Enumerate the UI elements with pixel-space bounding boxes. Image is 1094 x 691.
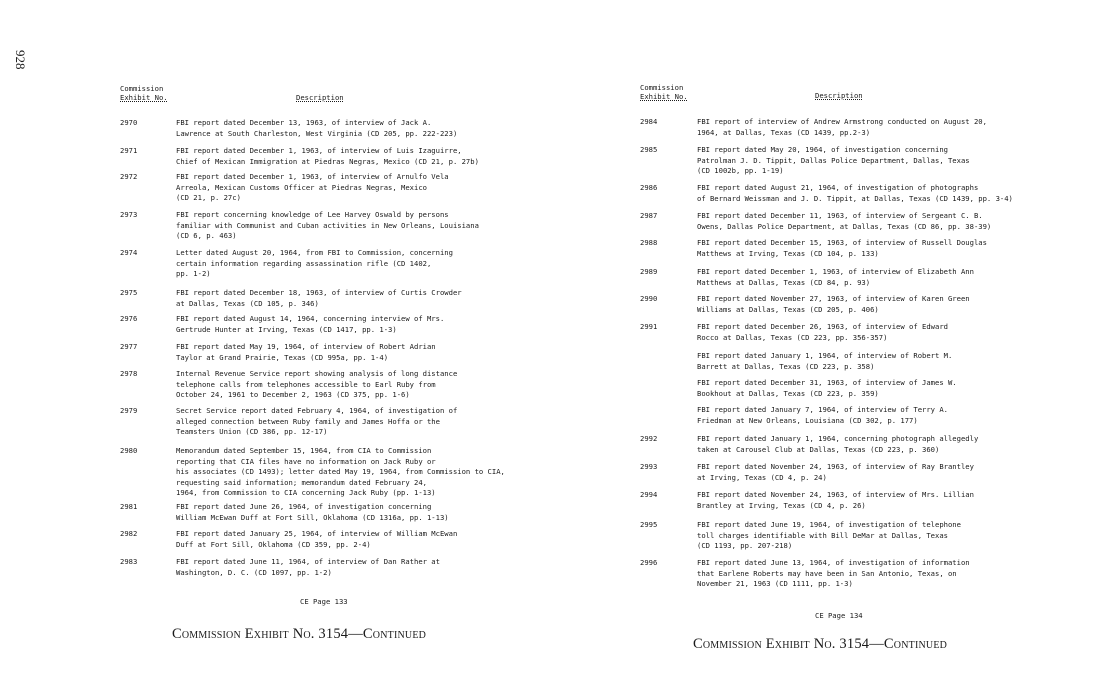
exhibit-description: [697, 183, 1013, 204]
description-line: FBI report dated December 1, 1963, of interview of Elizabeth Ann: [697, 267, 974, 276]
description-line: FBI report dated August 14, 1964, concerning interview of Mrs.: [176, 314, 445, 323]
exhibit-number: 2982: [120, 529, 138, 538]
exhibit-number: 2977: [120, 342, 138, 351]
exhibit-description: [176, 288, 462, 309]
description-line: Barrett at Dallas, Texas (CD 223, p. 358): [697, 361, 875, 371]
exhibit-number: 2985: [640, 145, 658, 154]
exhibit-description: [697, 405, 948, 426]
description-line: certain information regarding assassination rifle (CD 1402,: [176, 258, 432, 268]
description-line: his associates (CD 1493); letter dated May 19, 1964, from Commission to CIA,: [176, 467, 505, 476]
exhibit-description: [176, 314, 444, 335]
exhibit-number: 2995: [640, 520, 658, 529]
description-line: Owens, Dallas Police Department, at Dallas, Texas (CD 86, pp. 38-39): [697, 221, 992, 231]
header-label: Description: [815, 91, 863, 100]
exhibit-description: [697, 267, 974, 288]
exhibit-number: 2986: [640, 183, 658, 192]
description-line: (CD 6, p. 463): [176, 231, 237, 240]
description-line: 1964, at Dallas, Texas (CD 1439, pp.2-3): [697, 127, 871, 137]
exhibit-number: 2973: [120, 210, 138, 219]
description-column-header: [296, 93, 344, 102]
exhibit-description: [176, 172, 449, 204]
description-line: Internal Revenue Service report showing analysis of long distance: [176, 369, 458, 378]
header-line: Exhibit No.: [640, 92, 688, 101]
exhibit-column-header: [640, 83, 688, 101]
description-line: FBI report dated December 26, 1963, of interview of Edward: [697, 322, 948, 331]
description-line: toll charges identifiable with Bill DeMar at Dallas, Texas: [697, 530, 948, 540]
description-line: Taylor at Grand Prairie, Texas (CD 995a, pp. 1-4): [176, 352, 389, 362]
description-line: FBI report dated June 19, 1964, of investigation of telephone: [697, 520, 961, 529]
description-line: Gertrude Hunter at Irving, Texas (CD 1417, pp. 1-3): [176, 324, 397, 334]
description-line: FBI report of interview of Andrew Armstrong conducted on August 20,: [697, 117, 987, 126]
exhibit-number: 2983: [120, 557, 138, 566]
description-line: Lawrence at South Charleston, West Virginia (CD 205, pp. 222-223): [176, 128, 458, 138]
exhibit-description: [176, 210, 479, 242]
exhibit-number: 2976: [120, 314, 138, 323]
exhibit-number: 2974: [120, 248, 138, 257]
description-line: alleged connection between Ruby family and James Hoffa or the: [176, 416, 440, 426]
description-line: Matthews at Irving, Texas (CD 104, p. 133): [697, 248, 879, 258]
description-line: FBI report dated June 13, 1964, of investigation of information: [697, 558, 970, 567]
exhibit-description: [697, 238, 987, 259]
header-label: Description: [296, 93, 344, 102]
exhibit-description: [697, 558, 970, 590]
description-line: FBI report dated August 21, 1964, of investigation of photographs: [697, 183, 979, 192]
exhibit-number: 2972: [120, 172, 138, 181]
exhibit-number: 2970: [120, 118, 138, 127]
description-line: Chief of Mexican Immigration at Piedras Negras, Mexico (CD 21, p. 27b): [176, 156, 479, 166]
description-line: Letter dated August 20, 1964, from FBI to Commission, concerning: [176, 248, 453, 257]
description-line: FBI report dated January 7, 1964, of interview of Terry A.: [697, 405, 948, 414]
description-line: at Dallas, Texas (CD 105, p. 346): [176, 298, 319, 308]
description-line: October 24, 1961 to December 2, 1963 (CD 375, pp. 1-6): [176, 390, 410, 399]
exhibit-description: [176, 446, 505, 499]
exhibit-number: 2996: [640, 558, 658, 567]
exhibit-description: [697, 117, 987, 138]
description-line: Brantley at Irving, Texas (CD 4, p. 26): [697, 500, 866, 510]
ce-page-label: CE Page 133: [300, 597, 348, 606]
exhibit-number: 2979: [120, 406, 138, 415]
exhibit-description: [697, 490, 974, 511]
exhibit-description: [176, 118, 457, 139]
description-line: FBI report dated December 15, 1963, of interview of Russell Douglas: [697, 238, 987, 247]
exhibit-description: [176, 146, 479, 167]
description-line: FBI report dated December 11, 1963, of interview of Sergeant C. B.: [697, 211, 983, 220]
description-line: at Irving, Texas (CD 4, p. 24): [697, 472, 827, 482]
exhibit-description: [697, 520, 961, 552]
description-line: Washington, D. C. (CD 1097, pp. 1-2): [176, 567, 332, 577]
description-line: FBI report dated December 31, 1963, of interview of James W.: [697, 378, 957, 387]
exhibit-description: [176, 557, 440, 578]
description-line: of Bernard Weissman and J. D. Tippit, at Dallas, Texas (CD 1439, pp. 3-4): [697, 193, 1013, 203]
description-line: FBI report dated May 19, 1964, of interview of Robert Adrian: [176, 342, 436, 351]
description-line: Memorandum dated September 15, 1964, from CIA to Commission: [176, 446, 432, 455]
description-line: Williams at Dallas, Texas (CD 205, p. 406): [697, 304, 879, 314]
description-line: Matthews at Dallas, Texas (CD 84, p. 93): [697, 277, 871, 287]
description-line: Patrolman J. D. Tippit, Dallas Police Department, Dallas, Texas: [697, 155, 970, 165]
exhibit-number: 2993: [640, 462, 658, 471]
exhibit-description: [176, 369, 457, 401]
exhibit-description: [697, 462, 974, 483]
description-line: FBI report dated December 1, 1963, of interview of Arnulfo Vela: [176, 172, 449, 181]
description-line: telephone calls from telephones accessible to Earl Ruby from: [176, 379, 436, 389]
exhibit-title: Commission Exhibit No. 3154—Continued: [693, 636, 948, 652]
exhibit-description: [697, 145, 970, 177]
exhibit-description: [697, 294, 970, 315]
exhibit-number: 2981: [120, 502, 138, 511]
exhibit-number: 2975: [120, 288, 138, 297]
description-line: Secret Service report dated February 4, 1964, of investigation of: [176, 406, 458, 415]
exhibit-description: [697, 378, 957, 399]
description-line: requesting said information; memorandum dated February 24,: [176, 477, 427, 487]
exhibit-description: [176, 406, 457, 438]
description-line: FBI report dated December 18, 1963, of interview of Curtis Crowder: [176, 288, 462, 297]
exhibit-number: 2992: [640, 434, 658, 443]
description-line: FBI report dated June 26, 1964, of investigation concerning: [176, 502, 432, 511]
exhibit-title: Commission Exhibit No. 3154—Continued: [172, 626, 427, 642]
exhibit-number: 2988: [640, 238, 658, 247]
description-line: Arreola, Mexican Customs Officer at Piedras Negras, Mexico: [176, 182, 427, 192]
exhibit-description: [697, 211, 991, 232]
description-line: Bookhout at Dallas, Texas (CD 223, p. 359): [697, 388, 879, 398]
description-line: FBI report dated December 13, 1963, of interview of Jack A.: [176, 118, 432, 127]
header-line: Commission: [640, 83, 684, 92]
description-line: taken at Carousel Club at Dallas, Texas (CD 223, p. 360): [697, 444, 940, 454]
exhibit-description: [176, 502, 449, 523]
description-line: (CD 1193, pp. 207-218): [697, 541, 793, 550]
description-line: FBI report dated December 1, 1963, of interview of Luis Izaguirre,: [176, 146, 462, 155]
description-line: Duff at Fort Sill, Oklahoma (CD 359, pp. 2-4): [176, 539, 371, 549]
description-line: pp. 1-2): [176, 269, 211, 278]
exhibit-number: 2971: [120, 146, 138, 155]
description-line: 1964, from Commission to CIA concerning Jack Ruby (pp. 1-13): [176, 488, 436, 497]
description-column-header: [815, 91, 863, 100]
description-line: familiar with Communist and Cuban activities in New Orleans, Louisiana: [176, 220, 479, 230]
exhibit-number: 2989: [640, 267, 658, 276]
description-line: FBI report dated January 25, 1964, of interview of William McEwan: [176, 529, 458, 538]
description-line: FBI report dated January 1, 1964, concerning photograph allegedly: [697, 434, 979, 443]
description-line: Rocco at Dallas, Texas (CD 223, pp. 356-357): [697, 332, 888, 342]
description-line: William McEwan Duff at Fort Sill, Oklahoma (CD 1316a, pp. 1-13): [176, 512, 449, 522]
exhibit-number: 2978: [120, 369, 138, 378]
description-line: FBI report dated January 1, 1964, of interview of Robert M.: [697, 351, 953, 360]
description-line: FBI report dated November 27, 1963, of interview of Karen Green: [697, 294, 970, 303]
ce-page-label: CE Page 134: [815, 611, 863, 620]
exhibit-description: [176, 248, 453, 280]
description-line: Friedman at New Orleans, Louisiana (CD 302, p. 177): [697, 415, 918, 425]
description-line: Teamsters Union (CD 386, pp. 12-17): [176, 427, 328, 436]
exhibit-number: 2980: [120, 446, 138, 455]
description-line: FBI report dated June 11, 1964, of interview of Dan Rather at: [176, 557, 440, 566]
exhibit-description: [176, 342, 436, 363]
exhibit-description: [176, 529, 457, 550]
exhibit-description: [697, 351, 952, 372]
description-line: FBI report concerning knowledge of Lee Harvey Oswald by persons: [176, 210, 449, 219]
exhibit-column-header: [120, 84, 168, 102]
description-line: FBI report dated November 24, 1963, of interview of Mrs. Lillian: [697, 490, 974, 499]
exhibit-number: 2994: [640, 490, 658, 499]
exhibit-number: 2987: [640, 211, 658, 220]
description-line: (CD 1002b, pp. 1-19): [697, 166, 784, 175]
description-line: reporting that CIA files have no information on Jack Ruby or: [176, 456, 436, 466]
exhibit-number: 2991: [640, 322, 658, 331]
description-line: (CD 21, p. 27c): [176, 193, 241, 202]
exhibit-description: [697, 322, 948, 343]
exhibit-description: [697, 434, 978, 455]
header-line: Commission: [120, 84, 164, 93]
exhibit-number: 2984: [640, 117, 658, 126]
page-number: 928: [13, 50, 28, 70]
description-line: November 21, 1963 (CD 1111, pp. 1-3): [697, 579, 853, 588]
exhibit-number: 2990: [640, 294, 658, 303]
description-line: FBI report dated May 20, 1964, of investigation concerning: [697, 145, 948, 154]
header-line: Exhibit No.: [120, 93, 168, 102]
description-line: FBI report dated November 24, 1963, of interview of Ray Brantley: [697, 462, 974, 471]
description-line: that Earlene Roberts may have been in San Antonio, Texas, on: [697, 568, 957, 578]
